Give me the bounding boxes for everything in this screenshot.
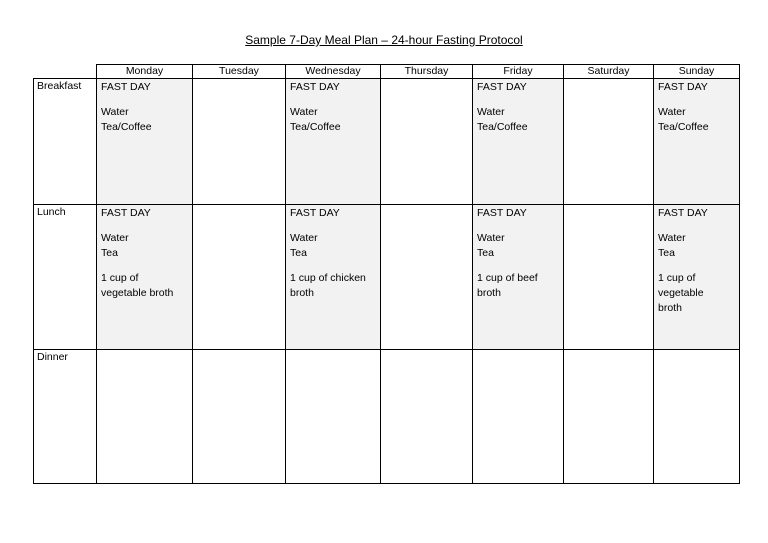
cell-breakfast-sunday [654, 79, 740, 205]
cell-lunch-monday [97, 205, 193, 350]
broth-line: 1 cup of chicken broth [290, 272, 366, 299]
fast-day-label: FAST DAY [290, 81, 340, 93]
cell-dinner-tuesday [193, 350, 286, 484]
row-label-breakfast: Breakfast [34, 79, 97, 205]
cell-breakfast-thursday [381, 79, 473, 205]
day-header-friday: Friday [473, 65, 564, 79]
menu-line: Water [477, 232, 505, 244]
fast-day-label: FAST DAY [658, 81, 708, 93]
menu-line: Tea [101, 247, 118, 259]
menu-line: Water [658, 232, 686, 244]
menu-line: Water [290, 106, 318, 118]
cell-dinner-sunday [654, 350, 740, 484]
menu-line: Tea [658, 247, 675, 259]
cell-lunch-sunday [654, 205, 740, 350]
menu-line: Tea/Coffee [477, 121, 528, 133]
menu-line: Tea/Coffee [101, 121, 152, 133]
day-header-sunday: Sunday [654, 65, 740, 79]
corner-cell [34, 65, 97, 79]
header-row [34, 65, 740, 79]
fast-day-label: FAST DAY [658, 207, 708, 219]
menu-line: Water [101, 106, 129, 118]
cell-dinner-friday [473, 350, 564, 484]
meal-plan-table [33, 64, 740, 484]
row-label-dinner: Dinner [34, 350, 97, 484]
cell-lunch-wednesday [286, 205, 381, 350]
menu-line: Water [658, 106, 686, 118]
cell-dinner-monday [97, 350, 193, 484]
menu-line: Tea/Coffee [658, 121, 709, 133]
day-header-monday: Monday [97, 65, 193, 79]
day-header-saturday: Saturday [564, 65, 654, 79]
fast-day-label: FAST DAY [101, 81, 151, 93]
day-header-thursday: Thursday [381, 65, 473, 79]
cell-dinner-wednesday [286, 350, 381, 484]
broth-line: 1 cup of vegetable broth [658, 272, 704, 314]
fast-day-label: FAST DAY [101, 207, 151, 219]
row-label-lunch: Lunch [34, 205, 97, 350]
cell-dinner-saturday [564, 350, 654, 484]
fast-day-label: FAST DAY [477, 207, 527, 219]
cell-breakfast-saturday [564, 79, 654, 205]
fast-day-label: FAST DAY [477, 81, 527, 93]
day-header-tuesday: Tuesday [193, 65, 286, 79]
menu-line: Tea [290, 247, 307, 259]
fast-day-label: FAST DAY [290, 207, 340, 219]
broth-line: 1 cup of beef broth [477, 272, 538, 299]
cell-lunch-tuesday [193, 205, 286, 350]
menu-line: Water [477, 106, 505, 118]
cell-breakfast-friday [473, 79, 564, 205]
cell-breakfast-monday [97, 79, 193, 205]
page-title: Sample 7-Day Meal Plan – 24-hour Fasting Protocol [245, 33, 523, 47]
day-header-wednesday: Wednesday [286, 65, 381, 79]
cell-dinner-thursday [381, 350, 473, 484]
menu-line: Water [101, 232, 129, 244]
table-row [34, 79, 740, 205]
cell-lunch-saturday [564, 205, 654, 350]
table-row [34, 350, 740, 484]
table-row [34, 205, 740, 350]
cell-breakfast-wednesday [286, 79, 381, 205]
cell-lunch-thursday [381, 205, 473, 350]
broth-line: 1 cup of vegetable broth [101, 272, 174, 299]
cell-lunch-friday [473, 205, 564, 350]
menu-line: Tea/Coffee [290, 121, 341, 133]
menu-line: Water [290, 232, 318, 244]
menu-line: Tea [477, 247, 494, 259]
cell-breakfast-tuesday [193, 79, 286, 205]
